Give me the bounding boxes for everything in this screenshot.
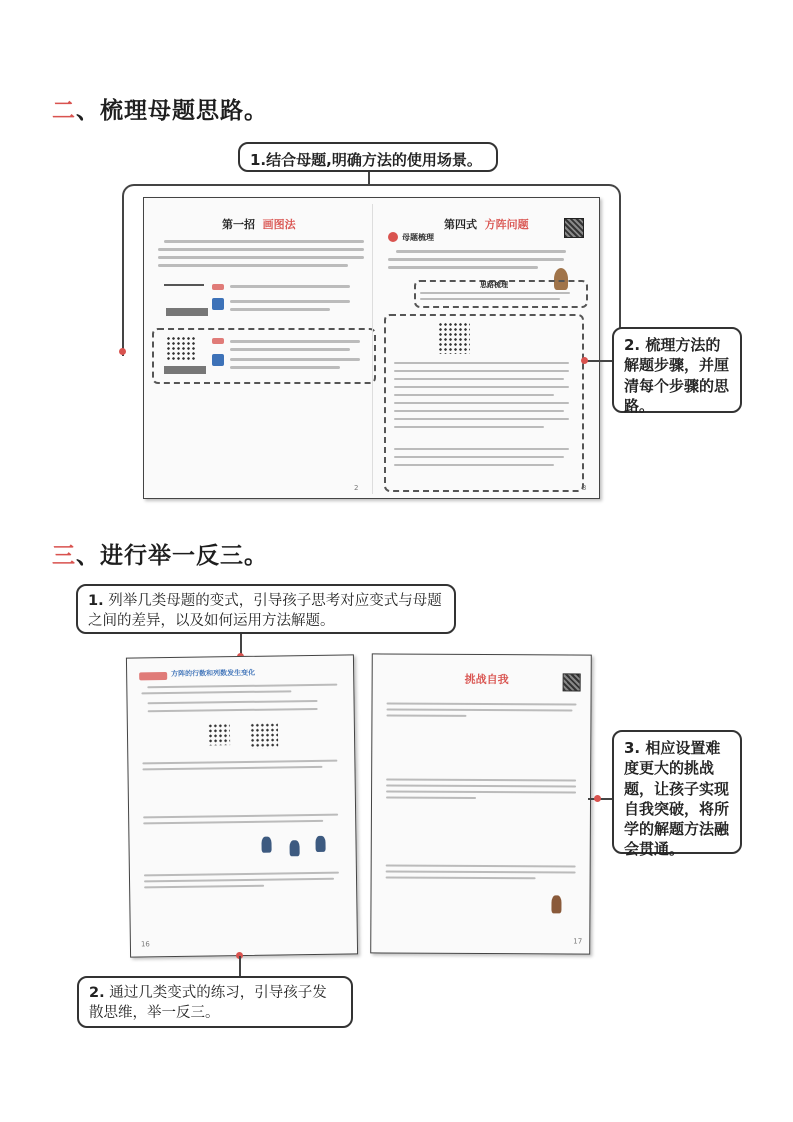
text-line (394, 386, 569, 388)
text-line (394, 418, 569, 420)
text-line (394, 402, 569, 404)
text-line (164, 240, 364, 243)
challenge-title: 挑战自我 (464, 672, 509, 687)
text-line (386, 865, 576, 868)
bracket-dot (119, 348, 126, 355)
red-tag (212, 284, 224, 290)
section-3-title: 、进行举一反三。 (76, 543, 268, 569)
spine (372, 204, 373, 494)
text-line (394, 426, 544, 428)
callout-text: 结合母题,明确方法的使用场景。 (266, 151, 482, 169)
text-line (158, 264, 348, 267)
text-line (230, 300, 350, 303)
step-badge (388, 232, 398, 242)
text-line (230, 366, 340, 369)
text-line (148, 700, 318, 704)
text-line (386, 715, 466, 717)
callout-text: 通过几类变式的练习，引导孩子发散思维，举一反三。 (89, 985, 327, 1021)
text-line (396, 250, 566, 253)
diagram-label (164, 366, 206, 374)
student-figure-icon (261, 837, 271, 853)
text-line (144, 872, 339, 877)
connector-line (585, 360, 613, 362)
diagram-label (166, 308, 208, 316)
text-line (386, 797, 476, 799)
text-line (394, 410, 564, 412)
text-line (386, 779, 576, 782)
text-line (388, 266, 538, 269)
text-line (142, 760, 337, 765)
text-line (143, 820, 323, 825)
connector-dot (594, 795, 601, 802)
dot-grid (250, 722, 278, 748)
text-line (394, 370, 569, 372)
box-title: 思路梳理 (480, 281, 508, 289)
page-number: 3 (582, 484, 587, 492)
subtitle: 母题梳理 (402, 233, 434, 242)
connector-line (368, 172, 370, 184)
page-number: 16 (140, 940, 150, 949)
section-2-heading (52, 92, 268, 125)
section-3-heading (52, 537, 268, 570)
left-page-title (222, 216, 296, 232)
right-page-title (444, 216, 529, 232)
blue-tag (212, 298, 224, 310)
title-part: 方阵问题 (484, 218, 529, 231)
exercise-page-left (126, 654, 358, 957)
callout-number: 1. (88, 593, 104, 609)
text-line (230, 348, 350, 351)
text-line (394, 456, 564, 458)
text-line (394, 378, 564, 380)
red-tag (212, 338, 224, 344)
qr-code-icon (563, 673, 581, 691)
connector-dot (581, 357, 588, 364)
text-line (230, 285, 350, 288)
text-line (386, 785, 576, 788)
text-line (386, 709, 572, 712)
text-line (394, 394, 554, 396)
callout-solving-steps (612, 327, 742, 413)
dot-grid (438, 322, 470, 354)
callout-number: 1. (250, 151, 267, 169)
text-line (394, 448, 569, 450)
callout-number: 2. (624, 336, 641, 354)
dot-grid (166, 336, 196, 362)
callout-variants (76, 584, 456, 634)
book-spread-1 (143, 197, 600, 499)
text-line (420, 298, 560, 300)
text-line (420, 292, 570, 294)
connector-line (239, 956, 241, 978)
text-line (141, 690, 291, 694)
text-line (230, 340, 360, 343)
callout-number: 2. (89, 985, 105, 1001)
callout-text: 梳理方法的解题步骤，并厘清每个步骤的思路。 (624, 336, 730, 415)
qr-code-icon (564, 218, 584, 238)
text-line (158, 248, 364, 251)
text-line (394, 464, 554, 466)
callout-practice (77, 976, 353, 1028)
text-line (387, 703, 577, 706)
callout-challenge (612, 730, 742, 859)
text-line (147, 684, 337, 689)
text-line (394, 362, 569, 364)
text-line (386, 877, 536, 880)
title-part: 第一招 (222, 218, 255, 231)
exercise-page-right (370, 653, 592, 954)
diagram-line (164, 284, 204, 300)
text-line (142, 766, 322, 771)
callout-number: 3. (624, 739, 641, 757)
text-line (148, 708, 318, 712)
title-part: 第四式 (444, 218, 477, 231)
running-figure-icon (551, 895, 561, 913)
callout-text: 相应设置难度更大的挑战题，让孩子实现自我突破，将所学的解题方法融会贯通。 (624, 739, 730, 859)
text-line (386, 791, 576, 794)
callout-text: 列举几类母题的变式，引导孩子思考对应变式与母题之间的差异，以及如何运用方法解题。 (88, 593, 442, 629)
red-tag (139, 672, 167, 680)
dot-grid (208, 723, 230, 745)
title-part: 画图法 (262, 218, 296, 231)
text-line (386, 871, 576, 874)
text-line (158, 256, 364, 259)
student-figure-icon (289, 840, 299, 856)
blue-tag (212, 354, 224, 366)
section-2-number: 二 (52, 98, 76, 124)
text-line (230, 308, 330, 311)
exercise-header: 方阵的行数和列数发生变化 (171, 668, 256, 678)
section-3-number: 三 (52, 543, 76, 569)
page-number: 17 (573, 937, 583, 946)
page-number: 2 (354, 484, 359, 492)
text-line (143, 814, 338, 819)
connector-line (588, 798, 614, 800)
callout-method-scene (238, 142, 498, 172)
text-line (144, 878, 334, 883)
student-figure-icon (315, 836, 325, 852)
text-line (230, 358, 360, 361)
section-2-title: 、梳理母题思路。 (76, 98, 268, 124)
text-line (388, 258, 564, 261)
text-line (144, 885, 264, 889)
